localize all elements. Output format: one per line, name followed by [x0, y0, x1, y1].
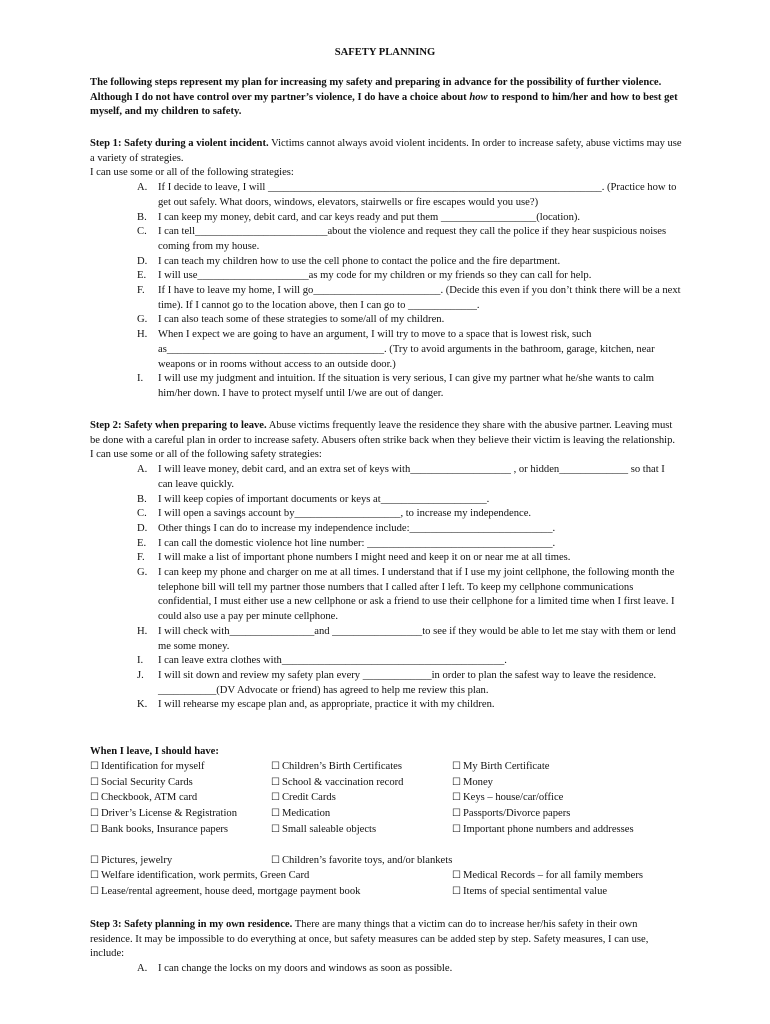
checklist-item[interactable] — [452, 776, 493, 791]
list-item — [90, 493, 682, 508]
item-text: I can call the domestic violence hot line number: ___________________________________. — [158, 537, 556, 549]
item-letter: A. — [137, 182, 148, 194]
step-1-lead: I can use some or all of the following strategies: — [90, 167, 294, 179]
checklist-item-label: Lease/rental agreement, house deed, mortgage payment book — [100, 886, 361, 898]
item-text: I will use my judgment and intuition. If the situation is very serious, I can give my partner what he/she wants to calm him/her down. I have to protect myself until I/we are out of danger. — [158, 373, 655, 399]
checkbox-icon[interactable]: ☐ — [452, 792, 461, 804]
step-3-paragraph — [90, 918, 682, 962]
checklist-item-label: Pictures, jewelry — [100, 854, 173, 866]
leave-checklist — [90, 745, 690, 901]
list-item — [90, 625, 682, 654]
item-letter: H. — [137, 329, 148, 341]
step-1-paragraph — [90, 137, 682, 166]
checklist-item-label: Identification for myself — [100, 760, 205, 772]
item-text: I can tell_________________________about the violence and request they call the police if they hear suspicious noises coming from my house. — [158, 226, 667, 252]
checkbox-icon[interactable]: ☐ — [90, 870, 99, 882]
checklist-item-label: Bank books, Insurance papers — [100, 823, 229, 835]
checklist-row — [90, 823, 690, 839]
checklist-item-label: Small saleable objects — [281, 823, 377, 835]
checkbox-icon[interactable]: ☐ — [90, 776, 99, 788]
checklist-item-label: My Birth Certificate — [462, 760, 550, 772]
item-letter: J. — [137, 669, 144, 681]
item-text: I can teach my children how to use the cell phone to contact the police and the fire department. — [158, 255, 561, 267]
checklist-item-label: Children’s Birth Certificates — [281, 760, 403, 772]
step-2-heading: Step 2: Safety when preparing to leave. — [90, 420, 267, 431]
step-1-text: Victims cannot always avoid violent incidents. In order to increase safety, abuse victims may use a variety of strategies. — [90, 138, 682, 164]
step-2-list — [90, 463, 682, 713]
step-1-heading: Step 1: Safety during a violent incident. — [90, 138, 269, 149]
checklist-item[interactable] — [271, 791, 336, 806]
list-item — [90, 211, 682, 226]
checklist-item[interactable] — [271, 776, 403, 791]
item-text: I can also teach some of these strategies to some/all of my children. — [158, 314, 445, 326]
checklist-row — [90, 869, 690, 885]
item-letter: G. — [137, 314, 148, 326]
list-item — [90, 698, 682, 713]
checkbox-icon[interactable]: ☐ — [90, 760, 99, 772]
checklist-item[interactable] — [90, 823, 228, 838]
item-text: I will keep copies of important documents or keys at____________________. — [158, 493, 490, 505]
item-letter: B. — [137, 493, 147, 505]
item-text: I will make a list of important phone numbers I might need and keep it on or near me at all times. — [158, 552, 571, 564]
item-text: If I have to leave my home, I will go________________________. (Decide this even if you don’t think there will be a next time). If I cannot go to the location above, then I can go to _____________. — [158, 285, 681, 311]
list-item — [90, 269, 682, 284]
checklist-item-label: Items of special sentimental value — [462, 886, 608, 898]
checklist-row — [90, 791, 690, 807]
checkbox-icon[interactable]: ☐ — [90, 792, 99, 804]
checklist-item[interactable] — [90, 885, 360, 900]
checklist-item-label: Social Security Cards — [100, 776, 193, 788]
list-item — [90, 284, 682, 313]
checkbox-icon[interactable]: ☐ — [271, 792, 280, 804]
checkbox-icon[interactable]: ☐ — [90, 886, 99, 898]
checklist-item[interactable] — [90, 791, 197, 806]
item-letter: D. — [137, 522, 148, 534]
checklist-item-label: Driver’s License & Registration — [100, 808, 237, 820]
checklist-item[interactable] — [452, 791, 563, 806]
item-text: I will rehearse my escape plan and, as appropriate, practice it with my children. — [158, 699, 495, 711]
checklist-row — [90, 807, 690, 823]
checklist-item[interactable] — [452, 760, 549, 775]
item-text: When I expect we are going to have an argument, I will try to move to a space that is lowest risk, such as_________________________________________. (Try to avoid arguments in the bathroom, garage, kitchen, near weapons or in rooms without access to an outside door.) — [158, 329, 655, 370]
step-2-lead: I can use some or all of the following safety strategies: — [90, 449, 322, 461]
list-item — [90, 654, 682, 669]
item-text: I can keep my phone and charger on me at all times. I understand that if I use my joint cellphone, the following month the telephone bill will tell my partner those numbers that I called after I left. To keep my cellphone communications confidential, I must either use a new cellphone or ask a friend to use their cellphone for a limited time when I first leave. I could also use a pay per minute cellphone. — [158, 567, 675, 623]
item-text: Other things I can do to increase my independence include:___________________________. — [158, 522, 556, 534]
checklist-item[interactable] — [271, 807, 330, 822]
item-letter: A. — [137, 963, 148, 975]
intro-paragraph — [90, 76, 682, 120]
item-letter: B. — [137, 211, 147, 223]
list-item — [90, 463, 682, 492]
checkbox-icon[interactable]: ☐ — [271, 808, 280, 820]
checklist-item-label: School & vaccination record — [281, 776, 404, 788]
checkbox-icon[interactable]: ☐ — [452, 870, 461, 882]
checkbox-icon[interactable]: ☐ — [452, 808, 461, 820]
item-letter: D. — [137, 255, 148, 267]
item-text: I will open a savings account by____________________, to increase my independence. — [158, 508, 532, 520]
list-item — [90, 669, 682, 698]
list-item — [90, 313, 682, 328]
checklist-item-label: Welfare identification, work permits, Green Card — [100, 870, 310, 882]
checkbox-icon[interactable]: ☐ — [452, 776, 461, 788]
checklist-item-label: Children’s favorite toys, and/or blankets — [281, 854, 453, 866]
checklist-item-label: Credit Cards — [281, 792, 336, 804]
item-letter: A. — [137, 464, 148, 476]
checklist-row — [90, 760, 690, 776]
intro-text-after: to respond to him/her and how to best get myself, and my children to safety. — [90, 91, 678, 118]
checklist-item[interactable] — [90, 869, 309, 884]
list-item — [90, 225, 682, 254]
item-letter: C. — [137, 226, 147, 238]
step-2-section — [90, 419, 682, 713]
list-item — [90, 551, 682, 566]
checkbox-icon[interactable]: ☐ — [452, 823, 461, 835]
item-text: If I decide to leave, I will _______________________________________________________________. (Practice how to get out safely. What doors, windows, elevators, stairwells or fire escapes would you use?) — [158, 182, 677, 208]
list-item — [90, 537, 682, 552]
checkbox-icon[interactable]: ☐ — [271, 760, 280, 772]
checklist-row — [90, 854, 690, 870]
checkbox-icon[interactable]: ☐ — [452, 760, 461, 772]
checklist-item-label: Passports/Divorce papers — [462, 808, 571, 820]
item-letter: F. — [137, 285, 145, 297]
checklist-item-label: Medication — [281, 808, 331, 820]
item-text: I can leave extra clothes with__________________________________________. — [158, 655, 507, 667]
checklist-item[interactable] — [271, 823, 376, 838]
checklist-item[interactable] — [452, 823, 634, 838]
checklist-item-label: Keys – house/car/office — [462, 792, 564, 804]
checklist-item[interactable] — [90, 776, 193, 791]
checkbox-icon[interactable]: ☐ — [271, 776, 280, 788]
checklist-item[interactable] — [271, 760, 402, 775]
checklist-row — [90, 885, 690, 901]
checklist-item[interactable] — [271, 854, 452, 869]
item-text: I can change the locks on my doors and windows as soon as possible. — [158, 963, 453, 975]
list-item — [90, 372, 682, 401]
checklist-item[interactable] — [452, 807, 570, 822]
item-letter: C. — [137, 508, 147, 520]
list-item — [90, 566, 682, 625]
checklist-row — [90, 776, 690, 792]
checklist-spacer — [90, 839, 690, 854]
list-item — [90, 328, 682, 372]
list-item — [90, 255, 682, 270]
item-letter: E. — [137, 270, 147, 282]
step-3-section — [90, 918, 682, 977]
item-text: I can keep my money, debit card, and car keys ready and put them __________________(location). — [158, 211, 581, 223]
item-letter: G. — [137, 567, 148, 579]
checkbox-icon[interactable]: ☐ — [452, 886, 461, 898]
checklist-item[interactable] — [90, 854, 172, 869]
intro-text-before: The following steps represent my plan for increasing my safety and preparing in advance for the possibility of further violence. Although I do not have control over my partner’s violence, I do have a choice about — [90, 77, 662, 103]
list-item — [90, 962, 682, 977]
step-1-list — [90, 181, 682, 402]
step-2-text: Abuse victims frequently leave the residence they share with the abusive partner. Leaving must be done with a careful plan in order to increase safety. Abusers often strike back when they believe their victim is leaving the relationship. — [90, 420, 676, 446]
checkbox-icon[interactable]: ☐ — [90, 854, 99, 866]
item-letter: H. — [137, 625, 148, 637]
checkbox-icon[interactable]: ☐ — [271, 854, 280, 866]
intro-text-italic: how — [469, 91, 488, 103]
step-2-paragraph — [90, 419, 682, 448]
item-text: I will sit down and review my safety plan every _____________in order to plan the safest way to leave the residence. ___________(DV Advocate or friend) has agreed to help me review this plan. — [158, 669, 657, 696]
step-1-section — [90, 137, 682, 402]
checklist-item-label: Important phone numbers and addresses — [462, 823, 634, 835]
item-letter: I. — [137, 655, 144, 667]
item-text: I will use_____________________as my code for my children or my friends so they can call for help. — [158, 270, 592, 282]
item-letter: E. — [137, 537, 147, 549]
item-text: I will check with________________and _________________to see if they would be able to let me stay with them or lend me some money. — [158, 625, 676, 652]
item-letter: F. — [137, 552, 145, 564]
list-item — [90, 522, 682, 537]
checklist-item-label: Medical Records – for all family members — [462, 870, 644, 882]
checklist-item[interactable] — [90, 807, 237, 822]
item-letter: K. — [137, 699, 148, 711]
checklist-item[interactable] — [452, 885, 607, 900]
checkbox-icon[interactable]: ☐ — [90, 808, 99, 820]
step-3-list — [90, 962, 682, 977]
list-item — [90, 181, 682, 210]
checkbox-icon[interactable]: ☐ — [271, 823, 280, 835]
item-text: I will leave money, debit card, and an extra set of keys with___________________ , or hidden_____________ so that I can leave quickly. — [158, 464, 665, 490]
page-title: SAFETY PLANNING — [334, 47, 436, 58]
item-letter: I. — [137, 373, 144, 385]
checklist-item[interactable] — [452, 869, 643, 884]
checklist-item[interactable] — [90, 760, 205, 775]
checklist-heading: When I leave, I should have: — [90, 746, 219, 757]
step-3-heading: Step 3: Safety planning in my own residence. — [90, 919, 293, 930]
list-item — [90, 507, 682, 522]
checklist-item-label: Checkbook, ATM card — [100, 792, 198, 804]
step-3-text: There are many things that a victim can do to increase her/his safety in their own residence. It may be impossible to do everything at once, but safety measures can be added step by step. Safety measures, I can use, include: — [90, 919, 649, 960]
checkbox-icon[interactable]: ☐ — [90, 823, 99, 835]
checklist-item-label: Money — [462, 776, 493, 788]
